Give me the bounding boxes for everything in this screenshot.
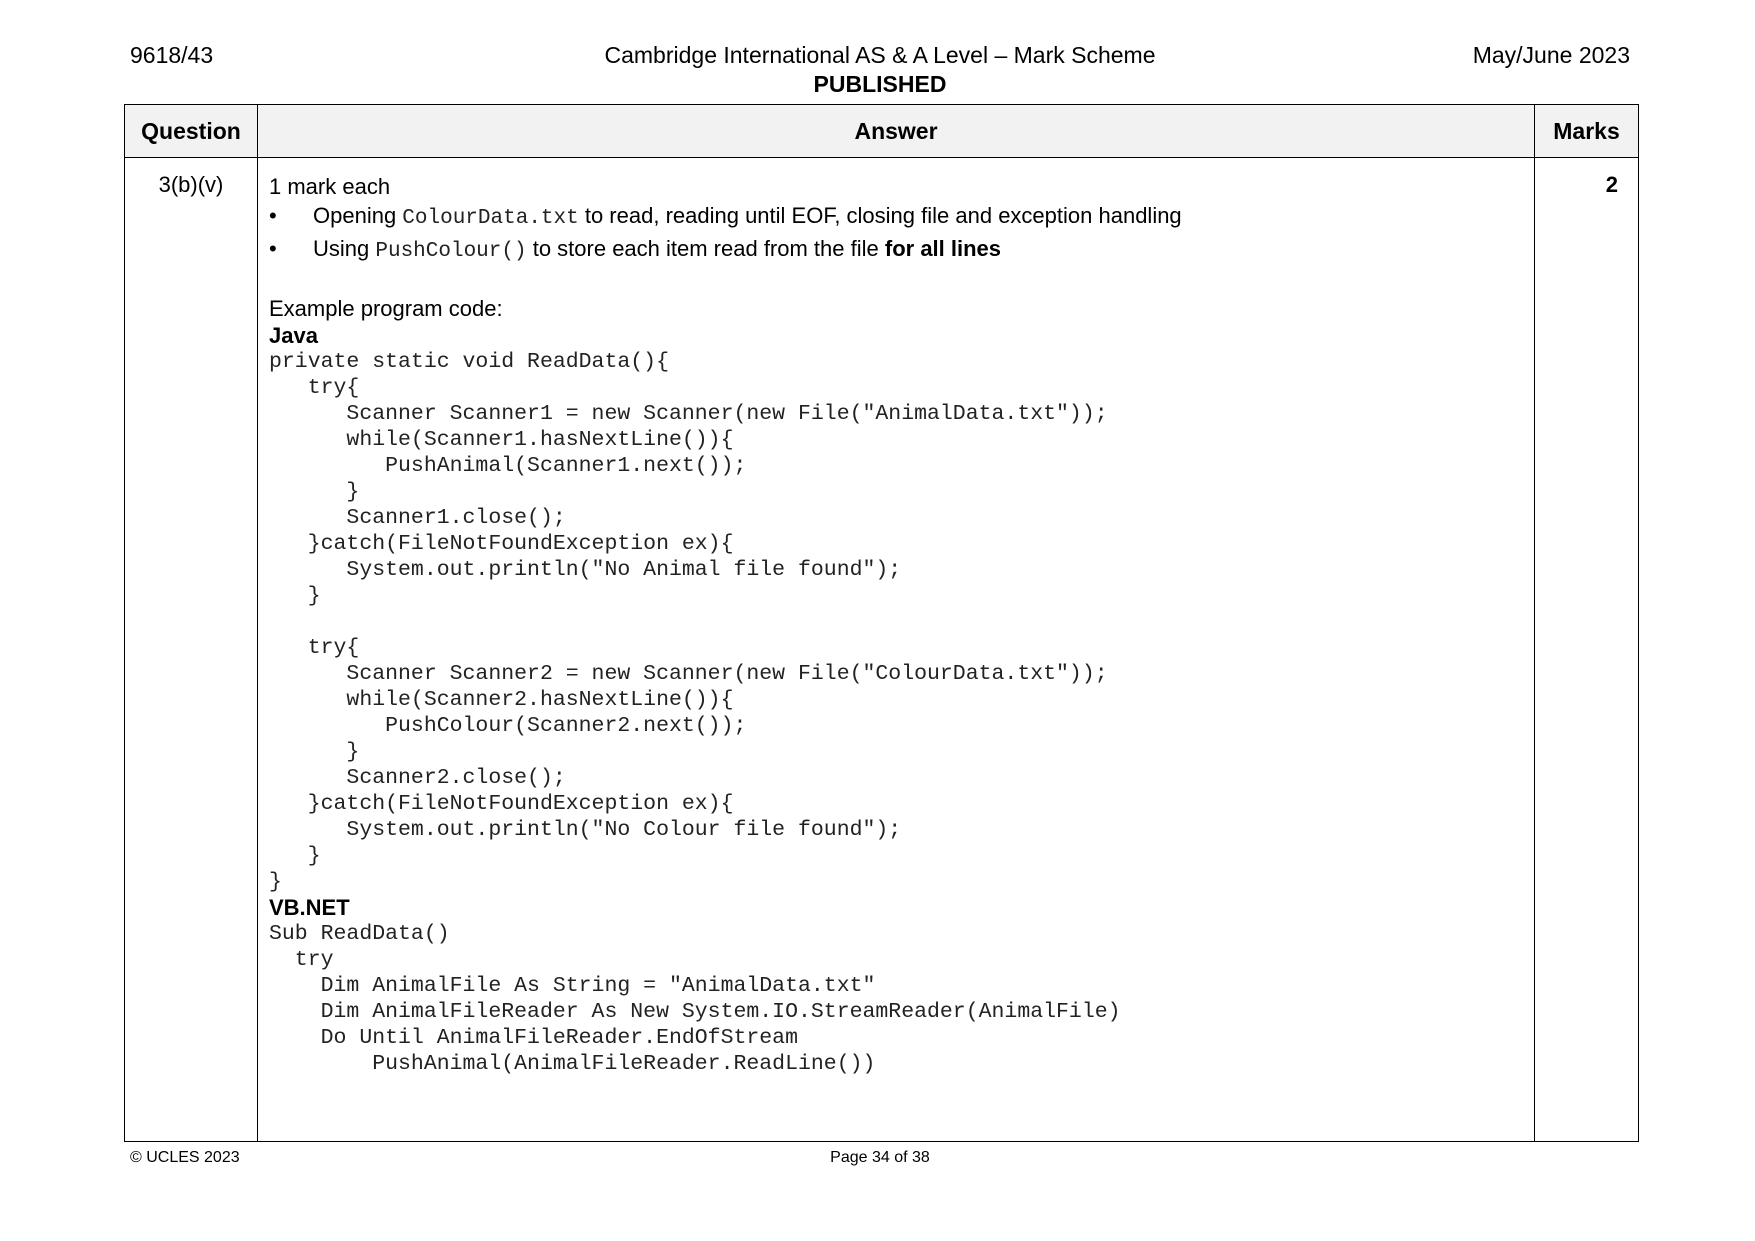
answer-header: Answer [258,105,1535,158]
inline-code: PushColour() [375,240,527,263]
paper-code: 9618/43 [130,42,214,68]
header-center [130,42,1630,98]
page-number: Page 34 of 38 [830,1149,930,1166]
marking-point: • Opening ColourData.txt to read, reading until EOF, closing file and exception handling [269,203,1182,230]
vbnet-code-block: Sub ReadData() try Dim AnimalFile As String = "AnimalData.txt" Dim AnimalFileReader As New System.IO.StreamReader(AnimalFile) Do Until AnimalFileReader.EndOfStream PushAnimal(AnimalFileReader.ReadLine()) [269,922,1121,1076]
marks-header: Marks [1535,105,1639,158]
mark-allocation: 1 mark each [269,174,391,199]
table-row [125,158,1639,1142]
exam-session: May/June 2023 [1472,42,1630,68]
mark-scheme-table [124,104,1639,1142]
table-header-row [125,105,1639,158]
marking-point: • Using PushColour() to store each item read from the file for all lines [269,236,1002,263]
java-code-block: private static void ReadData(){ try{ Scanner Scanner1 = new Scanner(new File("AnimalData.txt")); while(Scanner1.hasNextLine()){ PushAnimal(Scanner1.next()); } Scanner1.close(); }catch(FileNotFoundException ex){ System.out.println("No Animal file found"); } try{ Scanner Scanner2 = new Scanner(new File("ColourData.txt")); while(Scanner2.hasNextLine()){ PushColour(Scanner2.next()); } Scanner2.close(); }catch(FileNotFoundException ex){ System.out.println("No Colour file found"); } } [269,350,1108,894]
java-heading: Java [269,323,318,348]
inline-code: ColourData.txt [402,207,579,230]
bullet-icon: • [269,203,277,228]
question-header: Question [125,105,258,158]
published-label: PUBLISHED [813,71,947,97]
example-label: Example program code: [269,296,503,321]
marking-points [269,201,1524,267]
question-number: 3(b)(v) [125,158,258,1142]
vbnet-heading: VB.NET [269,895,350,920]
copyright: © UCLES 2023 [130,1149,240,1166]
answer-cell [258,158,1535,1142]
bullet-icon: • [269,236,277,261]
document-title: Cambridge International AS & A Level – Mark Scheme [604,42,1156,68]
page-header [130,42,1630,102]
marks-value: 2 [1535,158,1639,1142]
